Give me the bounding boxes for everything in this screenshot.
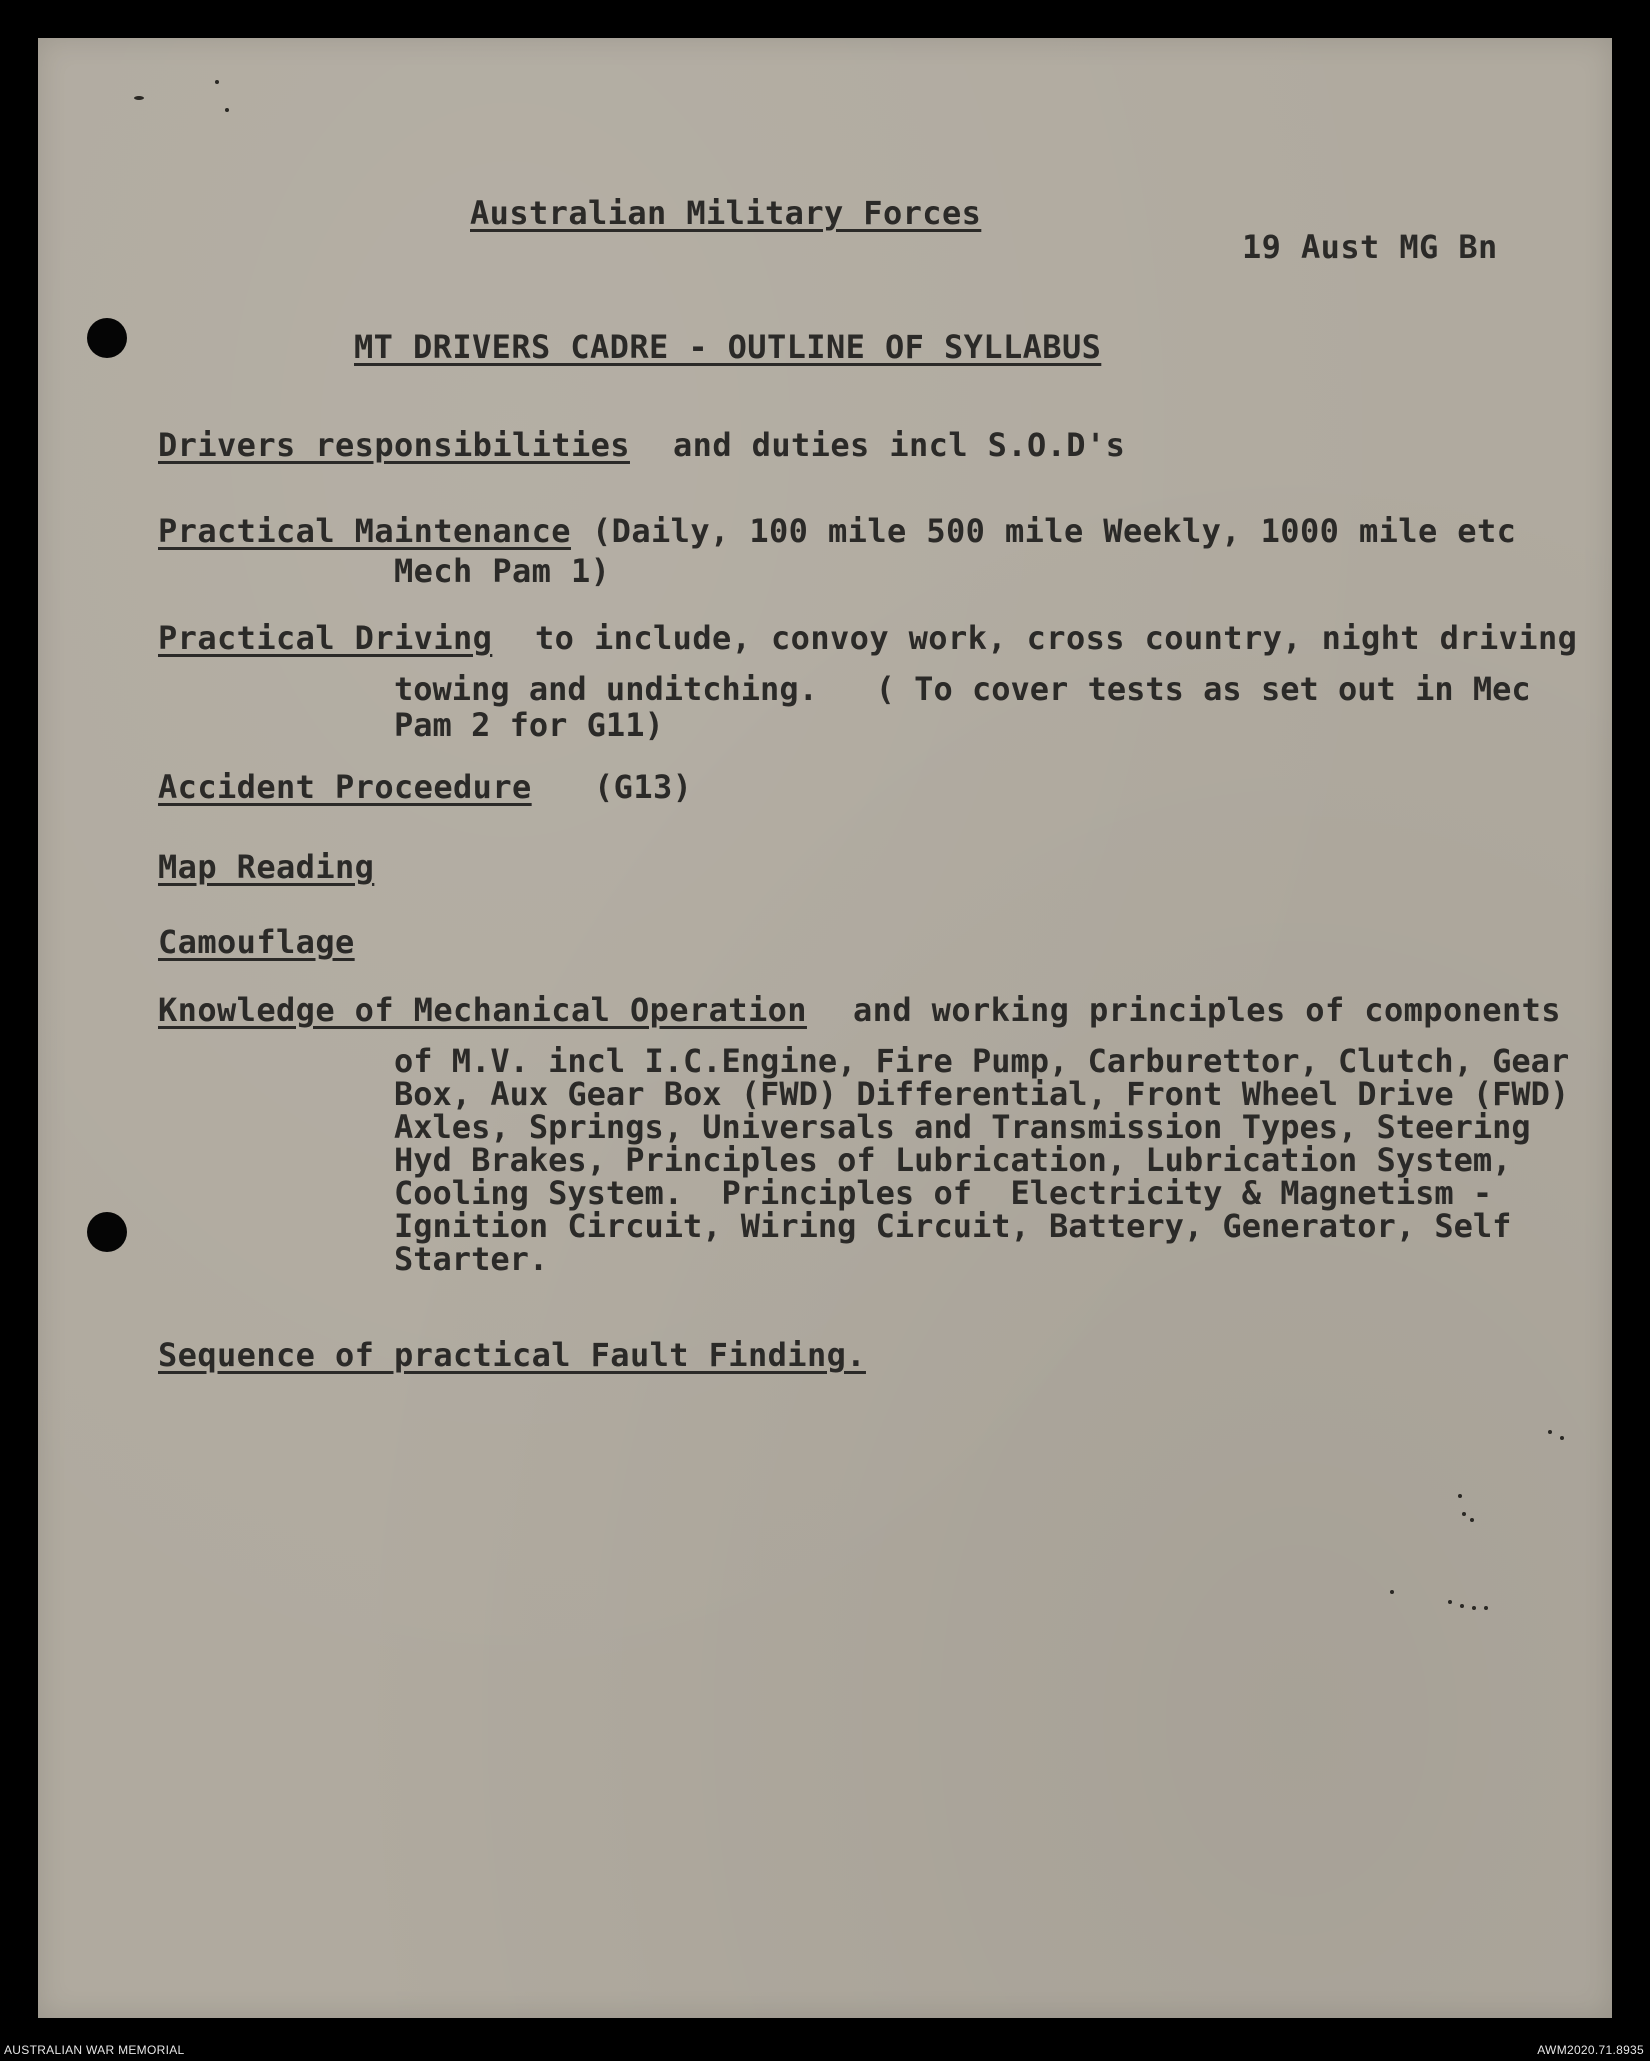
punch-hole-bottom [87, 1212, 127, 1252]
text-driving: to include, convoy work, cross country, night driving [535, 619, 1578, 657]
footer-catalogue-number: AWM2020.71.8935 [1537, 2043, 1644, 2057]
heading-map-reading: Map Reading [158, 848, 375, 886]
ink-speck [225, 108, 229, 112]
heading-camouflage: Camouflage [158, 923, 355, 961]
ink-speck [134, 96, 144, 100]
heading-fault-finding: Sequence of practical Fault Finding. [158, 1336, 866, 1374]
heading-mechanical: Knowledge of Mechanical Operation [158, 991, 807, 1029]
footer-archive-name: AUSTRALIAN WAR MEMORIAL [4, 2043, 185, 2057]
ink-speck [1390, 1590, 1394, 1594]
ink-speck [1470, 1518, 1474, 1522]
text-mechanical-cont: of M.V. incl I.C.Engine, Fire Pump, Carburettor, Clutch, Gear Box, Aux Gear Box (FWD) Differential, Front Wheel Drive (FWD) Axles, Springs, Universals and Transmission Types, Steering Hyd Brakes, Principles of Lubrication, Lubrication System, Cooling System. Principles of Electricity & Magnetism - Ignition Circuit, Wiring Circuit, Battery, Generator, Self Starter. [394, 1042, 1570, 1278]
ink-speck [1462, 1512, 1466, 1516]
text-driving-cont: towing and unditching. ( To cover tests as set out in Mec Pam 2 for G11) [394, 670, 1531, 744]
ink-speck [1472, 1606, 1476, 1610]
heading-accident: Accident Proceedure [158, 768, 532, 806]
document-subtitle: MT DRIVERS CADRE - OUTLINE OF SYLLABUS [354, 328, 1102, 366]
ink-speck [215, 80, 219, 84]
text-responsibilities: and duties incl S.O.D's [673, 426, 1126, 464]
ink-speck [1460, 1604, 1464, 1608]
text-mechanical: and working principles of components [853, 991, 1561, 1029]
ink-speck [1448, 1600, 1452, 1604]
document-title: Australian Military Forces [470, 194, 982, 232]
punch-hole-top [87, 318, 127, 358]
text-accident: (G13) [594, 768, 693, 806]
ink-speck [1458, 1494, 1462, 1498]
ink-speck [1560, 1436, 1564, 1440]
text-maintenance-cont: Mech Pam 1) [394, 552, 611, 590]
text-maintenance: (Daily, 100 mile 500 mile Weekly, 1000 mile etc [592, 512, 1517, 550]
unit-designation: 19 Aust MG Bn [1242, 228, 1498, 266]
heading-maintenance: Practical Maintenance [158, 512, 571, 550]
ink-speck [1548, 1430, 1552, 1434]
ink-speck [1484, 1606, 1488, 1610]
heading-responsibilities: Drivers responsibilities [158, 426, 630, 464]
heading-driving: Practical Driving [158, 619, 493, 657]
